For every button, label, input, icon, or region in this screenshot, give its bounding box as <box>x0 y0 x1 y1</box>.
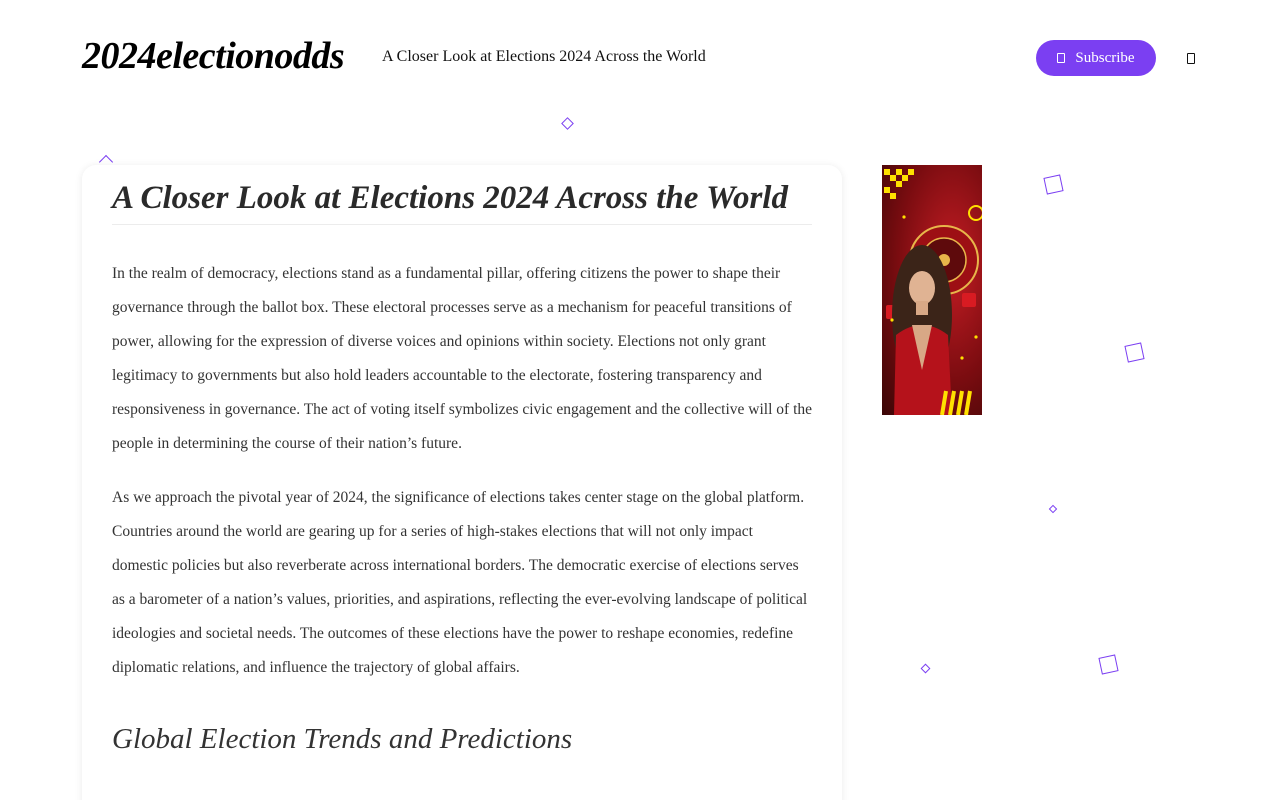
article-card <box>82 165 842 800</box>
article-paragraph: As we approach the pivotal year of 2024, the significance of elections takes center stage on the global platform. Countries around the world are gearing up for a series of high-stakes elections that will not only impact domestic policies but also reverberate across international borders. The democratic exercise of elections serves as a barometer of a nation’s values, priorities, and aspirations, reflecting the ever-evolving landscape of political ideologies and societal needs. The outcomes of these elections have the power to reshape economies, redefine diplomatic relations, and influence the trajectory of global affairs. <box>112 489 808 676</box>
decorative-diamond-icon <box>921 664 931 674</box>
decorative-square-icon <box>1124 342 1144 362</box>
menu-icon <box>1187 53 1195 64</box>
casino-ad-image <box>882 165 982 415</box>
menu-button[interactable] <box>1184 50 1198 66</box>
decorative-square-icon <box>1043 174 1063 194</box>
site-header <box>0 0 1280 115</box>
subscribe-label: Subscribe <box>1075 49 1135 66</box>
article-title: A Closer Look at Elections 2024 Across the World <box>112 183 812 225</box>
decorative-square-icon <box>1098 654 1118 674</box>
section-heading: Global Election Trends and Predictions <box>112 723 573 755</box>
site-tagline: A Closer Look at Elections 2024 Across the World <box>382 48 706 65</box>
site-title-link[interactable]: 2024electionodds <box>82 35 345 77</box>
decorative-diamond-icon <box>561 117 574 130</box>
decorative-diamond-icon <box>1049 505 1057 513</box>
sidebar-ad-banner[interactable] <box>882 165 982 415</box>
article-paragraph: In the realm of democracy, elections stand as a fundamental pillar, offering citizens the power to shape their governance through the ballot box. These electoral processes serve as a mechanism for peaceful transitions of power, allowing for the expression of diverse voices and opinions within society. Elections not only grant legitimacy to governments but also hold leaders accountable to the electorate, fostering transparency and responsiveness in governance. The act of voting itself symbolizes civic engagement and the collective will of the people in determining the course of their nation’s future. <box>112 265 813 452</box>
bell-icon <box>1057 53 1065 63</box>
subscribe-button[interactable] <box>1036 40 1156 76</box>
